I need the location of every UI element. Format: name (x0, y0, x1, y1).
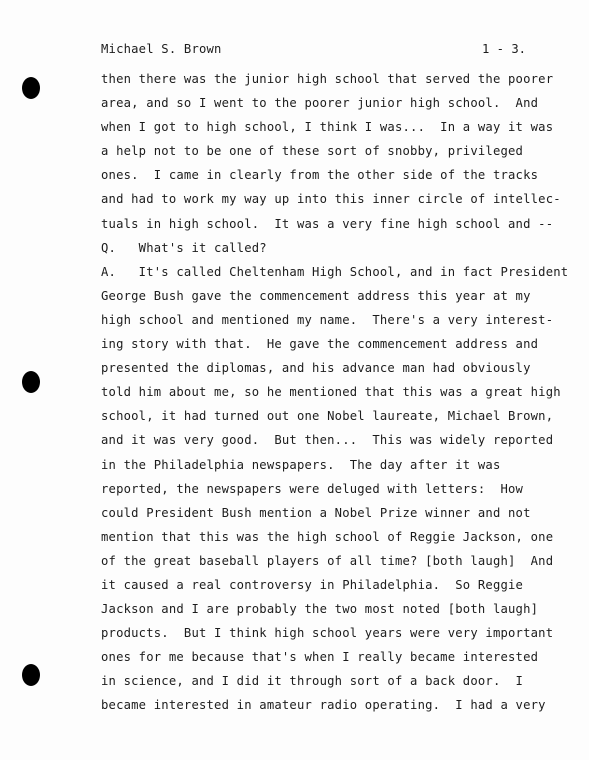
binder-hole-bottom (22, 664, 40, 686)
header-page-number: 1 - 3. (482, 42, 527, 56)
transcript-line: became interested in amateur radio operating. I had a very (101, 698, 546, 713)
transcript-line: George Bush gave the commencement address this year at my (101, 288, 531, 303)
transcript-line: then there was the junior high school that served the poorer (101, 72, 554, 86)
transcript-line: presented the diplomas, and his advance man had obviously (101, 361, 531, 376)
transcript-line: in the Philadelphia newspapers. The day after it was (101, 457, 501, 472)
transcript-line: school, it had turned out one Nobel laureate, Michael Brown, (101, 409, 554, 424)
header-interviewee-name: Michael S. Brown (101, 42, 222, 56)
transcript-line: a help not to be one of these sort of snobby, privileged (101, 144, 524, 159)
transcript-line: when I got to high school, I think I was... In a way it was (101, 120, 554, 135)
binder-hole-middle (22, 371, 40, 393)
transcript-line: Jackson and I are probably the two most noted [both laugh] (101, 602, 539, 617)
transcript-line: high school and mentioned my name. There's a very interest- (101, 312, 554, 327)
transcript-line: products. But I think high school years were very important (101, 626, 554, 641)
transcript-line: of the great baseball players of all time? [both laugh] And (101, 553, 554, 568)
transcript-line: in science, and I did it through sort of a back door. I (101, 674, 524, 689)
answer-line: A. It's called Cheltenham High School, and in fact President (101, 264, 569, 279)
transcript-line: tuals in high school. It was a very fine high school and -- (101, 216, 554, 231)
transcript-line: ones. I came in clearly from the other side of the tracks (101, 168, 539, 183)
transcript-line: area, and so I went to the poorer junior high school. And (101, 96, 539, 111)
transcript-line: could President Bush mention a Nobel Prize winner and not (101, 505, 531, 520)
transcript-line: it caused a real controversy in Philadelphia. So Reggie (101, 577, 524, 592)
transcript-line: and it was very good. But then... This was widely reported (101, 433, 554, 448)
transcript-line: ones for me because that's when I really became interested (101, 650, 539, 665)
transcript-line: and had to work my way up into this inner circle of intellec- (101, 192, 561, 207)
transcript-line: ing story with that. He gave the commencement address and (101, 337, 539, 352)
transcript-line: told him about me, so he mentioned that this was a great high (101, 385, 561, 400)
binder-hole-top (22, 77, 40, 99)
transcript-line: mention that this was the high school of Reggie Jackson, one (101, 529, 554, 544)
transcript-line: reported, the newspapers were deluged with letters: How (101, 481, 524, 496)
question-line: Q. What's it called? (101, 240, 267, 255)
transcript-body (101, 67, 569, 718)
